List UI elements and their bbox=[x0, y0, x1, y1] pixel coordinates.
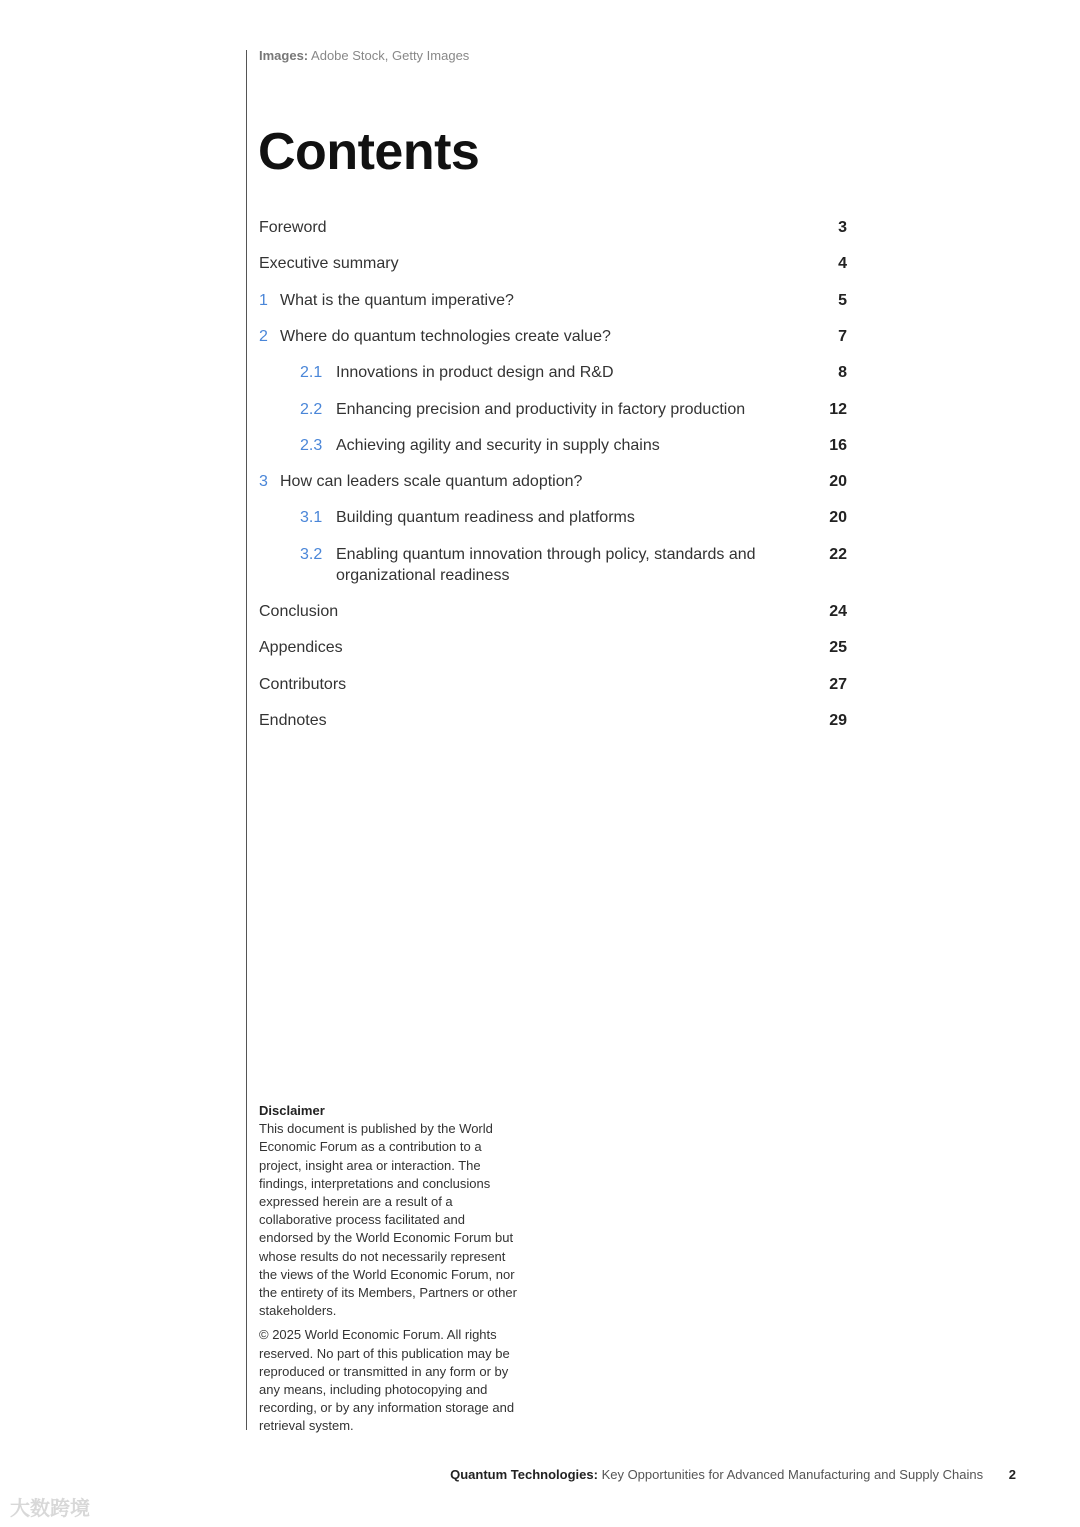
toc-entry-label: Appendices bbox=[259, 639, 343, 657]
toc-entry-number: 3 bbox=[259, 473, 268, 491]
toc-entry-page: 29 bbox=[829, 711, 847, 729]
toc-entry-page: 4 bbox=[838, 255, 847, 273]
toc-entry-page: 3 bbox=[838, 219, 847, 236]
toc-entry-label: Enabling quantum innovation through policy, standards and organizational readiness bbox=[336, 545, 756, 584]
toc-entry-page: 8 bbox=[838, 364, 847, 382]
page-title: Contents bbox=[258, 123, 480, 181]
toc-entry-label: What is the quantum imperative? bbox=[280, 291, 514, 309]
toc-entry-number: 2 bbox=[259, 327, 268, 345]
toc-entry-page: 22 bbox=[829, 545, 847, 563]
toc-entry-page: 5 bbox=[838, 291, 847, 309]
toc-entry-label: Where do quantum technologies create value? bbox=[280, 327, 611, 345]
toc-entry-label: Foreword bbox=[259, 219, 327, 236]
toc-entry-page: 16 bbox=[829, 436, 847, 454]
toc-entry-label: Enhancing precision and productivity in factory production bbox=[336, 400, 746, 418]
toc-entry-page: 25 bbox=[829, 639, 847, 657]
toc-entry-number: 1 bbox=[259, 291, 268, 309]
toc-entry-number: 3.1 bbox=[300, 509, 323, 527]
page-number: 2 bbox=[1008, 1467, 1016, 1482]
toc-entry-label: Conclusion bbox=[259, 603, 339, 620]
toc-entry-page: 20 bbox=[829, 509, 847, 527]
footer-title: Key Opportunities for Advanced Manufacturing and Supply Chains bbox=[601, 1467, 984, 1482]
toc-entry-label: Achieving agility and security in supply chains bbox=[336, 436, 660, 454]
disclaimer-heading: Disclaimer bbox=[259, 1103, 325, 1118]
toc-entry-page: 12 bbox=[829, 400, 847, 418]
credits-value: Adobe Stock, Getty Images bbox=[311, 48, 470, 63]
disclaimer bbox=[259, 1102, 519, 1442]
toc-entry-label: Executive summary bbox=[259, 255, 399, 273]
toc-entry-page: 27 bbox=[829, 675, 847, 693]
toc-entry-label: Building quantum readiness and platforms bbox=[336, 509, 635, 527]
toc-entry-number: 3.2 bbox=[300, 545, 323, 563]
footer-title-bold: Quantum Technologies: bbox=[450, 1467, 598, 1482]
toc-entry-number: 2.3 bbox=[300, 436, 323, 454]
toc-entry-page: 24 bbox=[829, 603, 847, 620]
copyright-notice: © 2025 World Economic Forum. All rights reserved. No part of this publication may be reproduced or transmitted in any form or by any means, including photocopying and recording, or by any information storage and retrieval system. bbox=[259, 1327, 515, 1434]
toc-entry-page: 20 bbox=[829, 473, 847, 491]
watermark: 大数跨境 bbox=[10, 1498, 90, 1520]
image-credits bbox=[259, 48, 469, 63]
toc-entry-number: 2.2 bbox=[300, 400, 323, 418]
toc-entry-label: Contributors bbox=[259, 675, 347, 693]
page-footer bbox=[450, 1467, 1016, 1482]
toc-entry-label: Endnotes bbox=[259, 711, 327, 729]
credits-label: Images: bbox=[259, 48, 309, 63]
toc-entry-number: 2.1 bbox=[300, 364, 323, 382]
toc-entry-label: How can leaders scale quantum adoption? bbox=[280, 473, 583, 491]
toc-entry-page: 7 bbox=[838, 327, 847, 345]
toc-entry-label: Innovations in product design and R&D bbox=[336, 364, 614, 382]
margin-rule bbox=[246, 50, 247, 1430]
disclaimer-body: This document is published by the World Economic Forum as a contribution to a project, insight area or interaction. The findings, interpretations and conclusions expressed herein are a result of a collaborative process facilitated and endorsed by the World Economic Forum but whose results do not necessarily represent the views of the World Economic Forum, nor the entirety of its Members, Partners or other stakeholders. bbox=[259, 1121, 517, 1319]
